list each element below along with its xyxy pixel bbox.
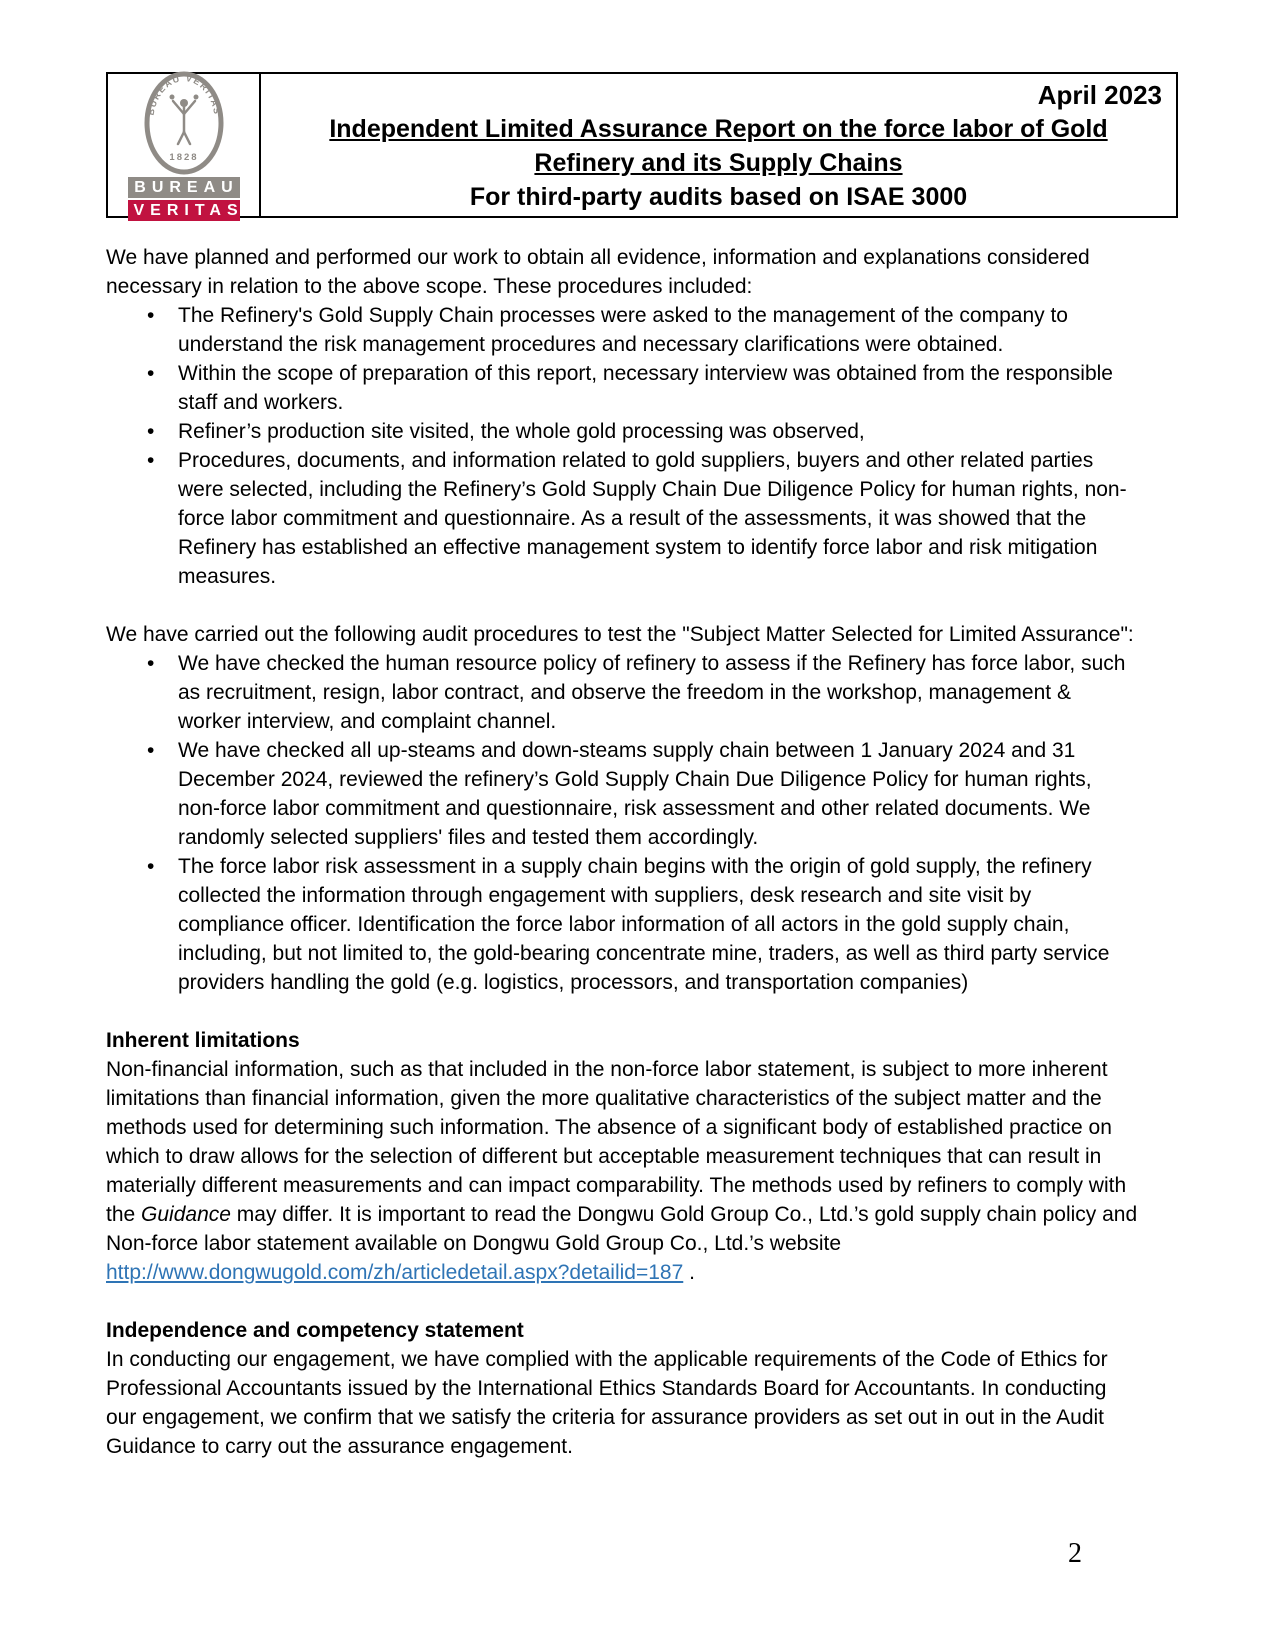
bureau-veritas-logo <box>128 70 244 221</box>
list-item: • Within the scope of preparation of this report, necessary interview was obtained from the responsible staff and workers. <box>106 359 1138 417</box>
title-cell <box>261 74 1176 216</box>
logo-cell <box>108 72 261 219</box>
report-subtitle: For third-party audits based on ISAE 3000 <box>469 183 968 211</box>
section-heading-independence: Independence and competency statement <box>106 1319 524 1342</box>
inherent-text-pre: Non-financial information, such as that included in the non-force labor statement, is subject to more inherent limitations than financial information, given the more qualitative characteristics of the subject matter and the methods used for determining such information. The absence of a significant body of established practice on which to draw allows for the selection of different but acceptable measurement techniques that can result in materially different measurements and can impact comparability. The methods used by refiners to comply with the <box>106 1058 1127 1226</box>
intro-paragraph: We have planned and performed our work to obtain all evidence, information and explanations considered necessary in relation to the above scope. These procedures included: <box>106 246 1090 298</box>
website-link[interactable]: http://www.dongwugold.com/zh/articledetail.aspx?detailid=187 <box>106 1261 684 1284</box>
section-heading-inherent-limitations: Inherent limitations <box>106 1029 300 1052</box>
list-item: • The force labor risk assessment in a supply chain begins with the origin of gold supply, the refinery collected the information through engagement with suppliers, desk research and site visit by compliance officer. Identification the force labor information of all actors in the gold supply chain, including, but not limited to, the gold-bearing concentrate mine, traders, as well as third party service providers handling the gold (e.g. logistics, processors, and transportation companies) <box>106 852 1138 997</box>
report-title <box>275 112 1162 180</box>
procedures-bullet-list <box>106 301 1138 591</box>
report-title-line1: Independent Limited Assurance Report on the force labor of Gold <box>329 115 1108 143</box>
audit-procedures-paragraph: We have carried out the following audit procedures to test the "Subject Matter Selected for Limited Assurance": <box>106 623 1134 646</box>
spacer <box>106 997 1138 1026</box>
list-item: • Procedures, documents, and information related to gold suppliers, buyers and other related parties were selected, including the Refinery’s Gold Supply Chain Due Diligence Policy for human rights, non-force labor commitment and questionnaire. As a result of the assessments, it was showed that the Refinery has established an effective management system to identify force labor and risk mitigation measures. <box>106 446 1138 591</box>
inherent-text-post: . <box>683 1261 695 1284</box>
report-body <box>106 243 1138 1461</box>
inherent-text-mid: may differ. It is important to read the Dongwu Gold Group Co., Ltd.’s gold supply chain policy and Non-force labor statement available on Dongwu Gold Group Co., Ltd.’s website <box>106 1203 1138 1255</box>
audit-bullet-list <box>106 649 1138 997</box>
independence-paragraph: In conducting our engagement, we have complied with the applicable requirements of the Code of Ethics for Professional Accountants issued by the International Ethics Standards Board for Accountants. In conducting our engagement, we confirm that we satisfy the criteria for assurance providers as set out in out in the Audit Guidance to carry out the assurance engagement. <box>106 1348 1108 1458</box>
report-title-line2: Refinery and its Supply Chains <box>534 149 903 177</box>
report-date: April 2023 <box>1037 80 1162 110</box>
inherent-limitations-paragraph <box>106 1055 1138 1287</box>
spacer <box>106 1287 1138 1316</box>
list-item: • Refiner’s production site visited, the whole gold processing was observed, <box>106 417 1138 446</box>
logo-brand-veritas: VERITAS <box>128 200 240 221</box>
bureau-veritas-emblem-icon <box>142 70 226 176</box>
logo-year-text: 1828 <box>168 151 199 163</box>
page-number: 2 <box>1068 1538 1082 1569</box>
svg-text:BUREAU VERITAS: BUREAU VERITAS <box>145 72 222 116</box>
logo-brand-bureau: BUREAU <box>128 177 240 198</box>
report-header-box <box>106 72 1178 218</box>
spacer <box>106 591 1138 620</box>
list-item: • The Refinery's Gold Supply Chain processes were asked to the management of the company to understand the risk management procedures and necessary clarifications were obtained. <box>106 301 1138 359</box>
guidance-italic-text: Guidance <box>141 1203 231 1226</box>
list-item: • We have checked the human resource policy of refinery to assess if the Refinery has force labor, such as recruitment, resign, labor contract, and observe the freedom in the workshop, management & worker interview, and complaint channel. <box>106 649 1138 736</box>
list-item: • We have checked all up-steams and down-steams supply chain between 1 January 2024 and 31 December 2024, reviewed the refinery’s Gold Supply Chain Due Diligence Policy for human rights, non-force labor commitment and questionnaire, risk assessment and other related documents. We randomly selected suppliers' files and tested them accordingly. <box>106 736 1138 852</box>
